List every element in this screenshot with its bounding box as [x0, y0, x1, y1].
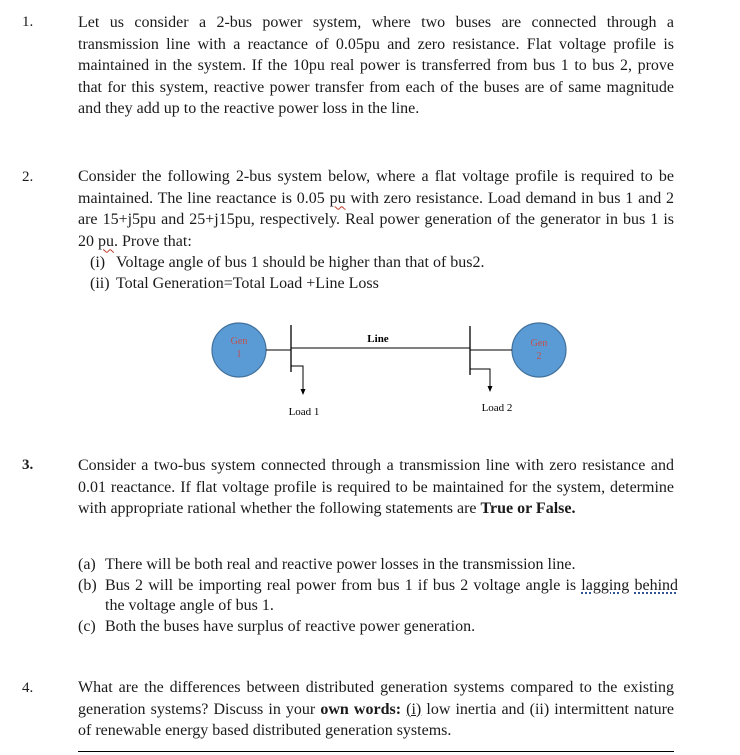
generator-1-label-line1: Gen: [230, 336, 248, 347]
bottom-rule: [78, 751, 674, 752]
load-2-branch: [470, 369, 490, 386]
pu-unit-2: pu: [98, 232, 114, 250]
line-label: Line: [367, 333, 389, 345]
generator-1-label-line2: 1: [236, 349, 242, 360]
generator-2-label-line2: 2: [536, 351, 542, 362]
load-1-arrow: [301, 389, 306, 395]
question-1-number: 1.: [22, 14, 34, 30]
question-4-number: 4.: [22, 680, 34, 696]
question-3-item-c: (c) Both the buses have surplus of reactive power generation.: [78, 617, 476, 635]
question-4-text: What are the differences between distributed generation systems compared to the existing generation systems? Discuss in your own words: (i) low inertia and (ii) intermittent nature of renewable energy based distributed generation systems.: [78, 679, 675, 739]
question-2-number: 2.: [22, 169, 34, 185]
question-2-item-i: (i) Voltage angle of bus 1 should be higher than that of bus2.: [90, 254, 485, 271]
question-3-text: Consider a two-bus system connected through a transmission line with zero resistance and 0.01 reactance. If flat voltage profile is required to be maintained for the system, determine with appropriate rational whether the following statements are True or False.: [78, 457, 674, 517]
generator-2-label-line1: Gen: [530, 338, 548, 349]
question-3-number: 3.: [22, 457, 34, 473]
load-1-label: Load 1: [288, 406, 320, 418]
question-3-item-a: (a) There will be both real and reactive power losses in the transmission line.: [78, 556, 576, 573]
question-1-text: Let us consider a 2-bus power system, where two buses are connected through a transmission line with a reactance of 0.05pu and zero resistance. Flat voltage profile is maintained in the system. If the 10pu real power is transferred from bus 1 to bus 2, prove that for this system, reactive power transfer from each of the buses are of same magnitude and they add up to the reactive power loss in the line.: [78, 14, 674, 117]
load-1-branch: [291, 366, 303, 390]
question-2-item-ii: (ii) Total Generation=Total Load +Line Loss: [90, 275, 379, 292]
pu-unit-1: pu: [329, 189, 346, 207]
question-3-item-b: (b) Bus 2 will be importing real power from bus 1 if bus 2 voltage angle is lagging behind the voltage angle of bus 1.: [78, 576, 679, 614]
question-3-items: [78, 555, 678, 637]
load-2-label: Load 2: [481, 402, 513, 414]
load-2-arrow: [488, 386, 493, 392]
generator-2: [512, 323, 566, 377]
question-2-text: Consider the following 2-bus system below, where a flat voltage profile is required to be maintained. The line reactance is 0.05 pu with zero resistance. Load demand in bus 1 and 2 are 15+j5pu and 25+j15pu, respectively. Real power generation of the generator in bus 1 is 20 pu. Prove that:: [78, 168, 675, 250]
